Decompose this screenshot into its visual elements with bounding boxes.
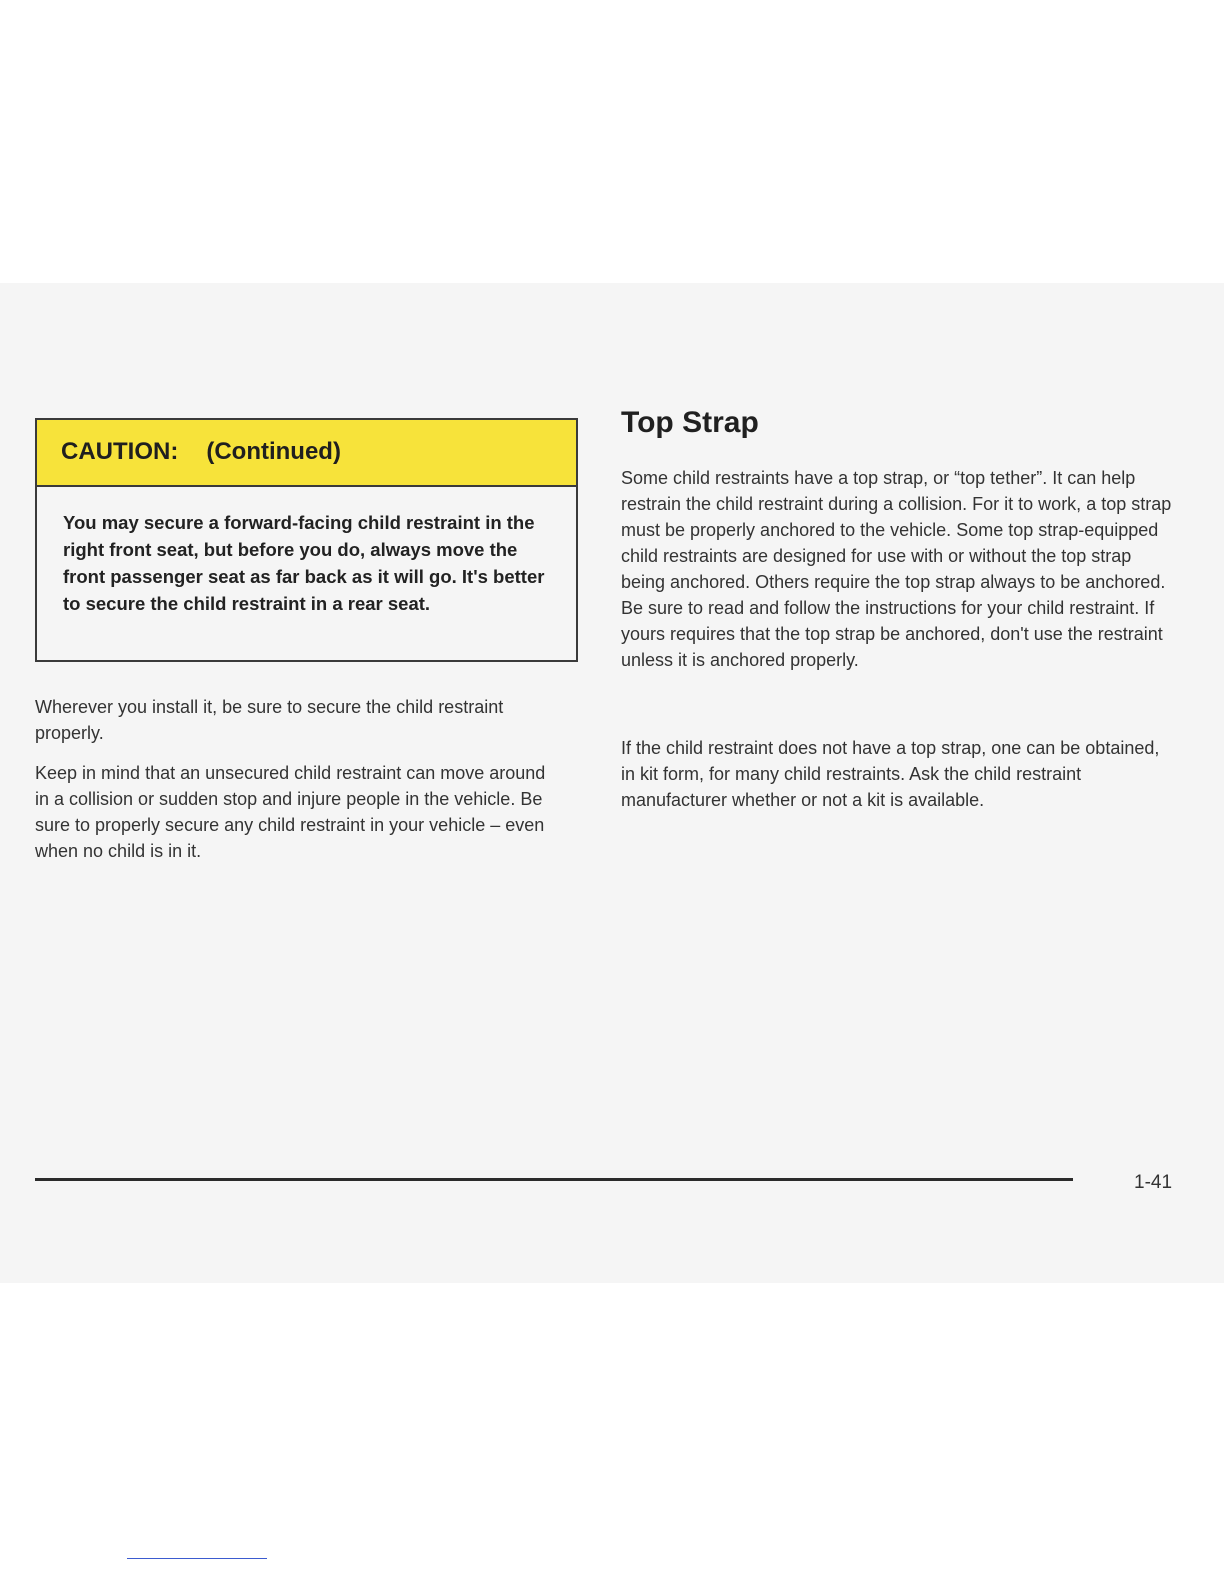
caution-body: You may secure a forward-facing child restraint in the right front seat, but before you do, always move the front passenger seat as far back as it will go. It's better to secure the child restraint in a rear seat. — [63, 512, 545, 614]
footer-rule — [35, 1178, 1073, 1181]
caution-box — [35, 418, 578, 662]
caution-label: CAUTION: — [61, 438, 179, 465]
left-paragraph-2: Keep in mind that an unsecured child restraint can move around in a collision or sudden stop and injure people in the vehicle. Be sure to properly secure any child restraint in your vehicle – even when no child is in it. — [35, 763, 546, 861]
caution-header — [37, 420, 576, 487]
page-number: 1-41 — [1134, 1172, 1173, 1193]
left-paragraph-1: Wherever you install it, be sure to secure the child restraint properly. — [35, 697, 504, 743]
right-paragraph-2: If the child restraint does not have a top strap, one can be obtained, in kit form, for many child restraints. Ask the child restraint manufacturer whether or not a kit is available. — [621, 738, 1160, 810]
bottom-link-underline — [127, 1558, 267, 1559]
section-title: Top Strap — [621, 406, 759, 439]
right-paragraph-1: Some child restraints have a top strap, or “top tether”. It can help restrain the child restraint during a collision. For it to work, a top strap must be properly anchored to the vehicle. Some top strap-equipped child restraints are designed for use with or without the top strap being anchored. Others require the top strap always to be anchored. Be sure to read and follow the instructions for your child restraint. If yours requires that the top strap be anchored, don't use the restraint unless it is anchored properly. — [621, 468, 1172, 670]
caution-continued: (Continued) — [206, 438, 341, 465]
